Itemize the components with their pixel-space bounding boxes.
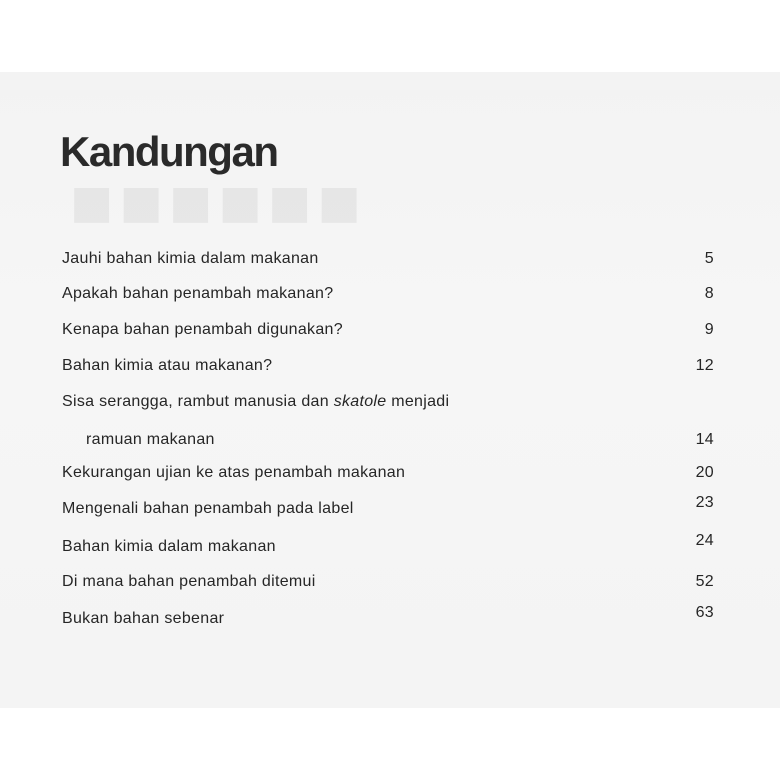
toc-entry-page: 12 bbox=[695, 357, 714, 374]
toc-entry-page: 14 bbox=[695, 431, 714, 448]
toc-entry-page: 5 bbox=[704, 250, 714, 267]
page-title: Kandungan bbox=[60, 128, 278, 175]
toc-entry bbox=[62, 393, 714, 453]
toc-entry-title-continuation: ramuan makanan bbox=[86, 431, 215, 448]
toc-entry-page: 9 bbox=[704, 321, 714, 338]
toc-entry-title: Apakah bahan penambah makanan? bbox=[62, 285, 334, 302]
toc-entry-page: 52 bbox=[695, 573, 714, 590]
toc-entry-title: Mengenali bahan penambah pada label bbox=[62, 500, 354, 517]
toc-entry-title bbox=[62, 393, 449, 411]
toc-entry-title: Bukan bahan sebenar bbox=[62, 610, 225, 627]
toc-entry-title: Bahan kimia dalam makanan bbox=[62, 538, 276, 555]
toc-entry-title-emphasis: skatole bbox=[333, 393, 387, 410]
toc-entry-title-start: Sisa serangga, rambut manusia dan bbox=[62, 393, 334, 410]
toc-entry-page: 63 bbox=[695, 604, 714, 621]
toc-entry-title: Di mana bahan penambah ditemui bbox=[62, 573, 316, 590]
table-of-contents bbox=[0, 72, 780, 708]
contents-page bbox=[0, 72, 780, 708]
toc-entry-title: Kekurangan ujian ke atas penambah makanan bbox=[62, 464, 406, 481]
toc-entry-page: 24 bbox=[695, 532, 714, 549]
toc-entry-title: Jauhi bahan kimia dalam makanan bbox=[62, 250, 319, 267]
bleed-through-heading: ■■■■■■ bbox=[70, 163, 367, 243]
toc-entry-title-end: menjadi bbox=[386, 393, 450, 410]
toc-entry-page: 8 bbox=[704, 285, 714, 302]
toc-entry-page: 20 bbox=[695, 464, 714, 481]
toc-entry-title: Kenapa bahan penambah digunakan? bbox=[62, 321, 343, 338]
toc-entry-title: Bahan kimia atau makanan? bbox=[62, 357, 273, 374]
toc-entry-page: 23 bbox=[695, 494, 714, 511]
